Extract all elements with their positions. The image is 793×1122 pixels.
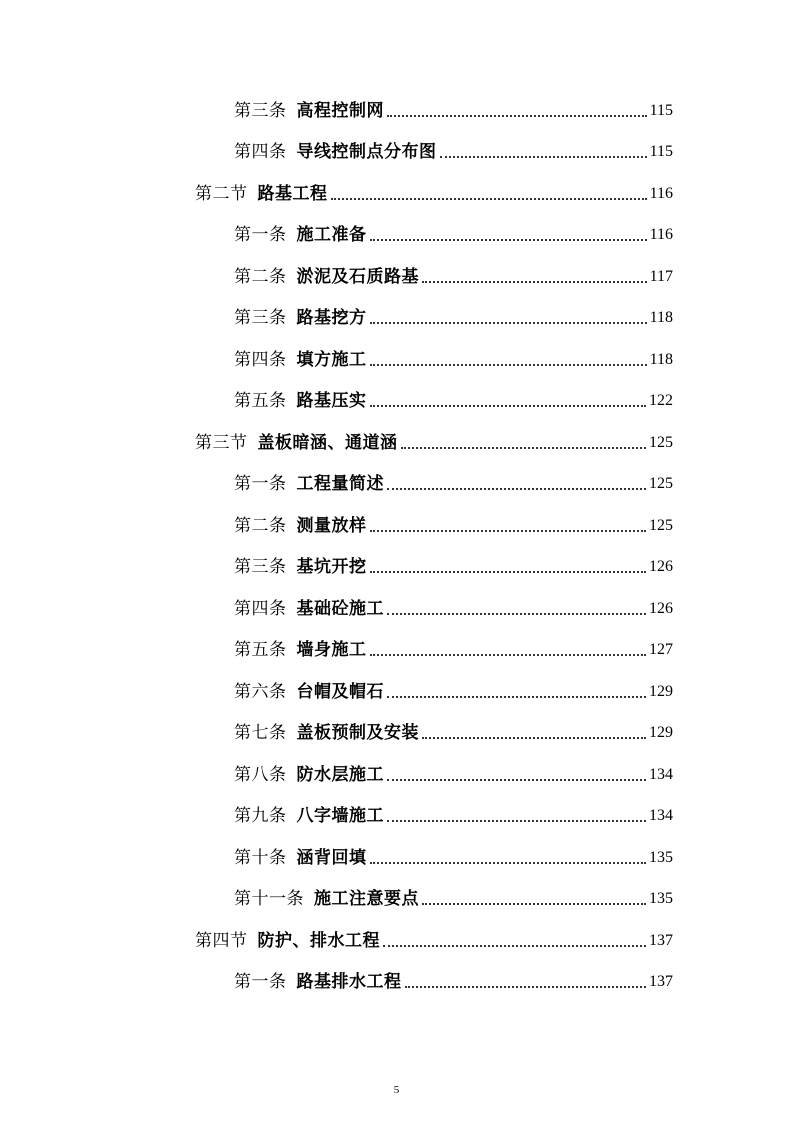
toc-entry-number: 第四条 [234,599,287,618]
toc-entry-page: 118 [649,351,673,368]
toc-leader-dots [440,156,647,158]
toc-entry-number: 第五条 [234,640,287,659]
toc-entry-title: 盖板暗涵、通道涵 [257,433,398,452]
toc-entry[interactable] [234,94,673,122]
toc-entry-title: 高程控制网 [296,101,384,120]
toc-entry-title: 基坑开挖 [296,557,367,576]
toc-entry-number: 第六条 [234,682,287,701]
toc-leader-dots [387,613,646,615]
toc-entry-page: 117 [649,268,673,285]
toc-entry-page: 129 [649,724,673,741]
toc-entry-page: 135 [649,849,673,866]
toc-leader-dots [370,530,647,532]
toc-entry-title: 涵背回填 [296,848,367,867]
toc-leader-dots [370,571,647,573]
toc-entry[interactable] [234,218,673,246]
toc-entry-title: 路基挖方 [296,308,367,327]
toc-entry-page: 137 [649,973,673,990]
toc-section-entry[interactable] [195,924,673,952]
toc-entry-title: 盖板预制及安装 [296,723,419,742]
toc-entry-title: 路基压实 [296,391,367,410]
toc-entry-title: 施工注意要点 [314,889,419,908]
toc-entry-number: 第四条 [234,142,287,161]
toc-entry[interactable] [234,716,673,744]
toc-entry-number: 第三条 [234,308,287,327]
toc-entry-number: 第一条 [234,225,287,244]
toc-leader-dots [387,696,646,698]
toc-entry-page: 115 [649,102,673,119]
toc-entry-number: 第二条 [234,516,287,535]
page-number: 5 [393,1084,400,1096]
toc-leader-dots [370,405,647,407]
toc-leader-dots [387,820,646,822]
toc-entry-page: 126 [649,558,673,575]
toc-entry-page: 137 [649,932,673,949]
toc-entry-number: 第八条 [234,765,287,784]
toc-leader-dots [387,488,646,490]
toc-entry-number: 第九条 [234,806,287,825]
toc-entry[interactable] [234,384,673,412]
toc-entry[interactable] [234,799,673,827]
toc-entry-number: 第一条 [234,474,287,493]
toc-entry-number: 第四条 [234,350,287,369]
toc-entry-title: 八字墙施工 [296,806,384,825]
toc-entry-page: 118 [649,309,673,326]
toc-entry[interactable] [234,592,673,620]
toc-entry[interactable] [234,633,673,661]
toc-leader-dots [422,281,647,283]
toc-entry-page: 115 [649,143,673,160]
toc-entry[interactable] [234,550,673,578]
toc-entry[interactable] [234,965,673,993]
toc-entry-page: 127 [649,641,673,658]
toc-entry-page: 125 [649,434,673,451]
toc-entry-page: 125 [649,517,673,534]
toc-entry[interactable] [234,675,673,703]
toc-entry-title: 基础砼施工 [296,599,384,618]
toc-entry-page: 126 [649,600,673,617]
toc-entry-title: 路基排水工程 [296,972,402,991]
toc-entry-page: 116 [649,185,673,202]
toc-entry[interactable] [234,758,673,786]
toc-entry[interactable] [234,260,673,288]
toc-entry-title: 填方施工 [296,350,367,369]
toc-leader-dots [331,198,647,200]
toc-leader-dots [370,862,647,864]
toc-leader-dots [387,115,647,117]
toc-entry[interactable] [234,343,673,371]
toc-entry-title: 导线控制点分布图 [296,142,437,161]
toc-section-entry[interactable] [195,177,673,205]
toc-entry-page: 122 [649,392,673,409]
toc-entry-title: 防水层施工 [296,765,384,784]
toc-entry[interactable] [234,509,673,537]
toc-leader-dots [401,447,647,449]
toc-entry-page: 134 [649,807,673,824]
toc-entry-number: 第三条 [234,101,287,120]
toc-entry[interactable] [234,135,673,163]
toc-leader-dots [370,654,647,656]
toc-entry-number: 第二条 [234,267,287,286]
toc-entry-number: 第七条 [234,723,287,742]
toc-leader-dots [370,364,647,366]
toc-entry-page: 135 [649,890,673,907]
toc-entry-number: 第三节 [195,433,248,452]
toc-leader-dots [422,737,646,739]
toc-entry-title: 工程量简述 [296,474,384,493]
toc-entry-title: 墙身施工 [296,640,367,659]
toc-section-entry[interactable] [195,426,673,454]
toc-entry-number: 第十一条 [234,889,304,908]
toc-entry-number: 第十条 [234,848,287,867]
toc-entry[interactable] [234,301,673,329]
toc-leader-dots [383,945,646,947]
toc-entry-number: 第五条 [234,391,287,410]
toc-entry-number: 第三条 [234,557,287,576]
toc-entry-title: 施工准备 [296,225,367,244]
toc-entry-number: 第一条 [234,972,287,991]
toc-entry-number: 第四节 [195,931,248,950]
toc-entry-title: 淤泥及石质路基 [296,267,419,286]
toc-leader-dots [405,986,647,988]
toc-leader-dots [370,322,647,324]
toc-entry-title: 测量放样 [296,516,367,535]
toc-leader-dots [422,903,646,905]
toc-leader-dots [370,239,647,241]
toc-entry[interactable] [234,467,673,495]
toc-entry[interactable] [234,882,673,910]
toc-entry-title: 台帽及帽石 [296,682,384,701]
toc-entry-page: 134 [649,766,673,783]
toc-entry-title: 防护、排水工程 [257,931,380,950]
toc-entry-page: 129 [649,683,673,700]
toc-entry-page: 116 [649,226,673,243]
toc-entry-page: 125 [649,475,673,492]
toc-leader-dots [387,779,646,781]
toc-entry-number: 第二节 [195,184,248,203]
toc-entry[interactable] [234,841,673,869]
toc-entry-title: 路基工程 [257,184,328,203]
